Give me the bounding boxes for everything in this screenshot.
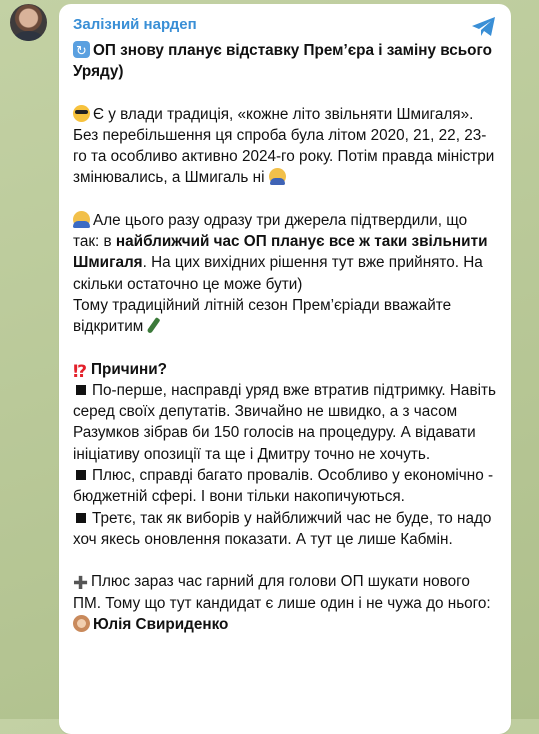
paragraph-2-line2 bbox=[73, 295, 497, 338]
square-bullet-icon bbox=[76, 385, 86, 395]
channel-avatar[interactable] bbox=[10, 4, 47, 41]
refresh-icon bbox=[73, 41, 90, 58]
sunglasses-face-icon bbox=[73, 105, 90, 122]
reason-text: По-перше, насправді уряд вже втратив підтримку. Навіть серед своїх депутатів. Звичайно не швидко, а з часом Разумков зібрав би 150 голосів на процедуру. А відавати ініціативу опозиції та ще і Дмитру точно не хочуть. bbox=[73, 381, 496, 463]
candidate-name: Юлія Свириденко bbox=[93, 615, 229, 633]
reason-text: Третє, так як виборів у найближчий час не буде, то надо хоч якесь оновлення показати. А тут це лише Кабмін. bbox=[73, 509, 492, 548]
paragraph-1 bbox=[73, 104, 497, 189]
paragraph-1-text: Є у влади традиція, «кожне літо звільняти Шмигаля». Без перебільшення ця спроба була літом 2020, 21, 22, 23-го та особливо активно 2024-го року. Потім правда міністри змінювались, а Шмигаль ні bbox=[73, 105, 495, 187]
paragraph-4-text: Плюс зараз час гарний для голови ОП шукати нового ПМ. Тому що тут кандидат є лише один і не чужа до нього: bbox=[73, 573, 491, 612]
paragraph-2 bbox=[73, 210, 497, 295]
candidate-line bbox=[73, 614, 497, 635]
channel-name[interactable]: Залізний нардеп bbox=[73, 16, 197, 33]
reasons-heading bbox=[73, 359, 497, 380]
telegram-share-icon[interactable] bbox=[471, 16, 497, 38]
reasons-title: Причини? bbox=[91, 360, 168, 378]
reason-item bbox=[73, 465, 497, 508]
message-bubble bbox=[59, 4, 511, 734]
paragraph-2-pre: Але цього разу одразу три джерела підтвердили, що так: в bbox=[73, 211, 468, 251]
square-bullet-icon bbox=[76, 513, 86, 523]
paragraph-4 bbox=[73, 571, 497, 614]
square-bullet-icon bbox=[76, 470, 86, 480]
exclamation-question-icon: ⁉ bbox=[73, 361, 88, 381]
reason-item bbox=[73, 508, 497, 551]
message-text bbox=[73, 40, 497, 635]
paragraph-2-line2-text: Тому традиційний літній сезон Прем’єріади вважайте відкритим bbox=[73, 296, 452, 336]
reason-item bbox=[73, 380, 497, 465]
reason-text: Плюс, справді багато провалів. Особливо у економічно - бюджетній сфері. І вони тільки накопичуються. bbox=[73, 467, 494, 506]
plus-icon: ✚ bbox=[73, 573, 89, 594]
worker-icon bbox=[73, 211, 90, 228]
post-title bbox=[73, 40, 497, 83]
shrug-icon bbox=[269, 168, 286, 185]
post-title-text: ОП знову планує відставку Прем’єра і заміну всього Уряду) bbox=[73, 42, 493, 81]
woman-icon bbox=[73, 615, 90, 632]
avatar-shoulders bbox=[14, 31, 43, 41]
paragraph-2-bold: найближчий час ОП планує все ж таки звільнити Шмигаля bbox=[73, 233, 488, 272]
paragraph-2-post: . На цих вихідних рішення тут вже прийнято. На скільки остаточно це може бути) bbox=[73, 254, 483, 293]
champagne-bottle-icon bbox=[148, 317, 160, 334]
